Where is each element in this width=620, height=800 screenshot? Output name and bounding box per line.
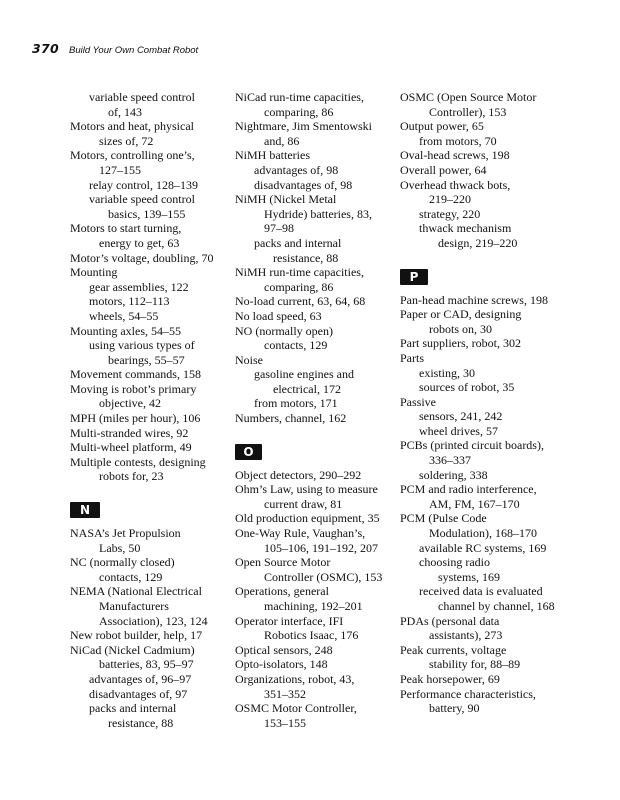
index-entry: assistants), 273 (429, 628, 503, 643)
index-entry: 153–155 (264, 715, 306, 730)
index-entry: sizes of, 72 (99, 133, 154, 148)
index-subentry: variable speed control (89, 192, 195, 207)
index-subentry: soldering, 338 (419, 467, 488, 482)
index-entry: battery, 90 (429, 701, 480, 716)
index-subentry: available RC systems, 169 (419, 540, 547, 555)
index-entry: Performance characteristics, (400, 686, 536, 701)
section-gap (235, 426, 395, 441)
index-subentry: sources of robot, 35 (419, 380, 515, 395)
index-entry: 219–220 (429, 192, 471, 207)
index-entry: stability for, 88–89 (429, 657, 521, 672)
index-subentry: from motors, 171 (254, 396, 338, 411)
index-entry: machining, 192–201 (264, 599, 363, 613)
index-entry: Mounting (70, 265, 118, 280)
index-entry: 127–155 (99, 162, 141, 177)
index-entry: Operator interface, IFI (235, 613, 344, 628)
index-entry: NiMH batteries (235, 148, 310, 163)
index-entry: Multiple contests, designing (70, 454, 206, 469)
index-entry: No load speed, 63 (235, 308, 322, 323)
index-entry: Optical sensors, 248 (235, 642, 333, 657)
index-entry: NC (normally closed) (70, 555, 175, 570)
index-entry: comparing, 86 (264, 104, 334, 119)
index-subentry: choosing radio (419, 555, 490, 570)
index-subentry: received data is evaluated (419, 584, 543, 599)
index-entry: Association), 123, 124 (99, 613, 208, 628)
index-subentry: using various types of (89, 338, 195, 353)
index-entry: robots for, 23 (99, 469, 164, 484)
section-letter-n: N (70, 502, 100, 518)
index-entry: PCM (Pulse Code (400, 511, 487, 526)
index-entry: Modulation), 168–170 (429, 526, 537, 541)
index-entry: resistance, 88 (108, 715, 174, 730)
index-entry: Overall power, 64 (400, 162, 487, 177)
index-entry: design, 219–220 (438, 235, 518, 250)
index-entry: Motor’s voltage, doubling, 70 (70, 250, 214, 265)
index-subentry: strategy, 220 (419, 206, 481, 221)
index-subentry: wheel drives, 57 (419, 423, 498, 438)
index-entry: energy to get, 63 (99, 235, 180, 250)
index-entry: Manufacturers (99, 599, 169, 613)
index-entry: Passive (400, 394, 436, 409)
index-entry: Multi-wheel platform, 49 (70, 440, 192, 455)
index-subentry: disadvantages of, 98 (254, 177, 353, 192)
index-entry: robots on, 30 (429, 321, 492, 336)
index-entry: 97–98 (264, 221, 294, 236)
section-gap (70, 484, 230, 499)
index-entry: NiCad run-time capacities, (235, 90, 364, 104)
index-subentry: disadvantages of, 97 (89, 686, 188, 701)
index-entry: Controller (OSMC), 153 (264, 569, 383, 584)
index-entry: Labs, 50 (99, 540, 141, 555)
index-entry: Movement commands, 158 (70, 367, 201, 382)
index-entry: NO (normally open) (235, 323, 333, 338)
index-entry: Paper or CAD, designing (400, 307, 522, 322)
index-entry: Motors to start turning, (70, 221, 182, 236)
index-subentry: packs and internal (254, 235, 342, 250)
index-entry: New robot builder, help, 17 (70, 628, 203, 643)
index-entry: NASA’s Jet Propulsion (70, 526, 181, 541)
index-entry: contacts, 129 (99, 569, 163, 584)
index-entry: Controller), 153 (429, 104, 507, 119)
index-entry: systems, 169 (438, 569, 501, 584)
index-subentry: sensors, 241, 242 (419, 409, 503, 424)
index-entry: Part suppliers, robot, 302 (400, 336, 521, 351)
index-entry: Opto-isolators, 148 (235, 657, 328, 672)
index-entry: 336–337 (429, 453, 471, 468)
index-entry: Peak horsepower, 69 (400, 671, 500, 686)
index-entry: objective, 42 (99, 396, 161, 411)
index-entry: Open Source Motor (235, 555, 331, 570)
index-entry: batteries, 83, 95–97 (99, 657, 194, 672)
index-entry: OSMC (Open Source Motor (400, 90, 537, 104)
index-entry: One-Way Rule, Vaughan’s, (235, 526, 366, 541)
index-entry: PCM and radio interference, (400, 482, 537, 497)
index-entry: 351–352 (264, 686, 306, 701)
index-entry: NiMH run-time capacities, (235, 265, 364, 280)
index-entry: Parts (400, 350, 424, 365)
index-column-2 (235, 90, 395, 730)
index-entry: NiCad (Nickel Cadmium) (70, 642, 195, 657)
index-entry: Motors, controlling one’s, (70, 148, 195, 163)
index-entry: NEMA (National Electrical (70, 584, 202, 599)
index-entry: Oval-head screws, 198 (400, 148, 510, 163)
index-entry: channel by channel, 168 (438, 599, 555, 613)
index-column-3 (400, 90, 560, 716)
index-entry: Object detectors, 290–292 (235, 467, 362, 482)
index-entry: Ohm’s Law, using to measure (235, 482, 378, 497)
index-entry: contacts, 129 (264, 338, 328, 353)
index-entry: Robotics Isaac, 176 (264, 628, 359, 643)
index-entry: current draw, 81 (264, 496, 343, 511)
index-subentry: thwack mechanism (419, 221, 512, 236)
index-entry: Numbers, channel, 162 (235, 411, 347, 426)
section-gap (400, 251, 560, 266)
index-subentry: advantages of, 98 (254, 162, 339, 177)
index-subentry: packs and internal (89, 701, 177, 716)
index-entry: and, 86 (264, 133, 300, 148)
index-entry: NiMH (Nickel Metal (235, 192, 337, 207)
running-title: Build Your Own Combat Robot (69, 45, 199, 56)
index-entry: Operations, general (235, 584, 329, 599)
running-header (32, 40, 198, 60)
index-entry: Organizations, robot, 43, (235, 671, 355, 686)
index-entry: No-load current, 63, 64, 68 (235, 294, 366, 309)
index-entry: 105–106, 191–192, 207 (264, 540, 378, 555)
index-entry: Hydride) batteries, 83, (264, 206, 372, 221)
index-entry: bearings, 55–57 (108, 352, 185, 367)
section-header (235, 441, 395, 468)
index-entry: resistance, 88 (273, 250, 339, 265)
index-entry: PCBs (printed circuit boards), (400, 438, 544, 453)
index-entry: Moving is robot’s primary (70, 381, 197, 396)
index-entry: basics, 139–155 (108, 206, 186, 221)
index-entry: Nightmare, Jim Smentowski (235, 119, 372, 134)
index-entry: Output power, 65 (400, 119, 484, 134)
index-entry: Overhead thwack bots, (400, 177, 511, 192)
index-entry: Pan-head machine screws, 198 (400, 292, 548, 307)
index-entry: OSMC Motor Controller, (235, 701, 357, 716)
index-entry: Mounting axles, 54–55 (70, 323, 181, 338)
section-header (400, 266, 560, 293)
index-subentry: wheels, 54–55 (89, 308, 159, 323)
index-entry: comparing, 86 (264, 279, 334, 294)
section-letter-o: O (235, 444, 262, 460)
index-subentry: variable speed control (89, 90, 195, 104)
index-subentry: advantages of, 96–97 (89, 671, 192, 686)
index-subentry: from motors, 70 (419, 133, 497, 148)
index-subentry: existing, 30 (419, 365, 475, 380)
index-subentry: motors, 112–113 (89, 294, 170, 309)
index-entry: PDAs (personal data (400, 613, 500, 628)
index-subentry: gear assemblies, 122 (89, 279, 189, 294)
index-subentry: relay control, 128–139 (89, 177, 198, 192)
section-letter-p: P (400, 269, 428, 285)
index-entry: Multi-stranded wires, 92 (70, 425, 189, 440)
index-entry: AM, FM, 167–170 (429, 496, 520, 511)
index-entry: Peak currents, voltage (400, 642, 507, 657)
index-entry: Motors and heat, physical (70, 119, 194, 134)
section-header (70, 499, 230, 526)
index-entry: Noise (235, 352, 263, 367)
index-entry: Old production equipment, 35 (235, 511, 380, 526)
index-entry: electrical, 172 (273, 381, 341, 396)
index-entry: MPH (miles per hour), 106 (70, 411, 201, 426)
index-entry: of, 143 (108, 104, 142, 119)
index-column-1 (70, 90, 230, 730)
index-subentry: gasoline engines and (254, 367, 354, 382)
page-number: 370 (32, 41, 59, 56)
